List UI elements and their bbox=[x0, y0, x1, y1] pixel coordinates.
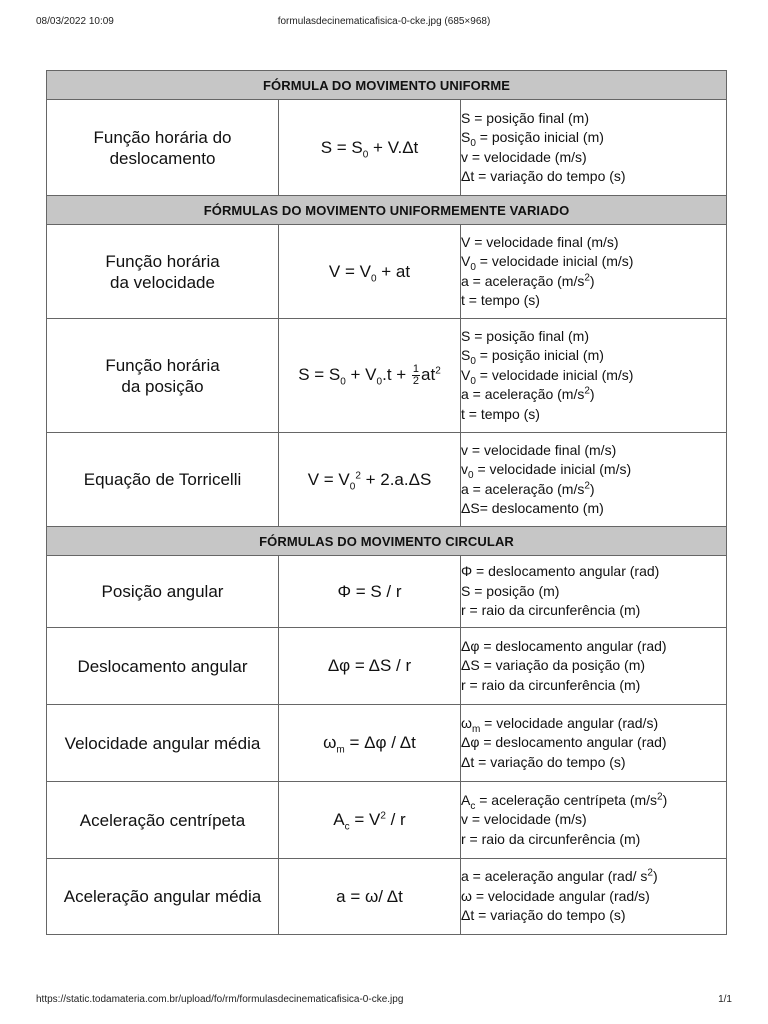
variable-line: Δφ = deslocamento angular (rad) bbox=[461, 734, 667, 751]
variable-line: V = velocidade final (m/s) bbox=[461, 233, 619, 250]
section-title: FÓRMULAS DO MOVIMENTO UNIFORMEMENTE VARIADO bbox=[47, 196, 727, 225]
variable-legend bbox=[461, 628, 727, 705]
formula-name: Função horária da posição bbox=[47, 319, 279, 433]
section-title: FÓRMULAS DO MOVIMENTO CIRCULAR bbox=[47, 527, 727, 556]
formula-name: Função horária da velocidade bbox=[47, 225, 279, 319]
variable-legend bbox=[461, 859, 727, 935]
table-row bbox=[47, 705, 727, 782]
variable-line: v = velocidade (m/s) bbox=[461, 811, 587, 828]
fraction-one-half: $\frac{1}{2}$ bbox=[412, 363, 420, 387]
variable-line: S = posição (m) bbox=[461, 582, 560, 599]
variable-legend bbox=[461, 556, 727, 628]
variable-line: $\omega_m$ = velocidade angular (rad/s) bbox=[461, 714, 659, 735]
section-title: FÓRMULA DO MOVIMENTO UNIFORME bbox=[47, 71, 727, 100]
variable-line: Φ = deslocamento angular (rad) bbox=[461, 563, 660, 580]
variable-line: $S_0$ = posição inicial (m) bbox=[461, 129, 604, 149]
kinematics-formula-table bbox=[46, 70, 727, 935]
section-header-varied bbox=[47, 196, 727, 225]
table-row bbox=[47, 628, 727, 705]
variable-line: a = aceleração $(m/s^2)$ bbox=[461, 479, 595, 497]
variable-line: t = tempo (s) bbox=[461, 292, 540, 308]
formula-expression: $\omega_m = \Delta\varphi / \Delta t$ bbox=[279, 705, 461, 782]
variable-line: a = aceleração $(m/s^2)$ bbox=[461, 385, 595, 403]
variable-legend bbox=[461, 100, 727, 196]
formula-expression: Δφ = ΔS / r bbox=[279, 628, 461, 705]
formula-expression: $S = S_0 + V_0.t$ + $\frac{1}{2}$ $at^2$ bbox=[279, 319, 461, 433]
formula-name: Equação de Torricelli bbox=[47, 433, 279, 527]
print-footer bbox=[36, 994, 732, 1008]
print-title: formulasdecinematicafisica-0-cke.jpg (685×968) bbox=[277, 16, 491, 27]
table-row bbox=[47, 556, 727, 628]
variable-line: r = raio da circunferência (m) bbox=[461, 676, 641, 693]
variable-line: Δt = variação do tempo (s) bbox=[461, 168, 626, 184]
variable-line: r = raio da circunferência (m) bbox=[461, 830, 641, 847]
variable-legend bbox=[461, 705, 727, 782]
section-header-uniform bbox=[47, 71, 727, 100]
print-date: 08/03/2022 10:09 bbox=[36, 16, 114, 27]
variable-legend bbox=[461, 319, 727, 433]
table-row bbox=[47, 225, 727, 319]
formula-expression: $V = V_0^2 + 2.a.\Delta S$ bbox=[279, 433, 461, 527]
variable-line: S = posição final (m) bbox=[461, 327, 589, 344]
formula-name: Aceleração angular média bbox=[47, 859, 279, 935]
variable-line: Δt = variação do tempo (s) bbox=[461, 907, 626, 924]
formula-name: Deslocamento angular bbox=[47, 628, 279, 705]
formula-expression: $V = V_0$ + at bbox=[279, 225, 461, 319]
formula-expression: Φ = S / r bbox=[279, 556, 461, 628]
variable-line: $S_0$ = posição inicial (m) bbox=[461, 347, 604, 368]
variable-legend bbox=[461, 433, 727, 527]
formula-name: Aceleração centrípeta bbox=[47, 782, 279, 859]
variable-line: $v_0$ = velocidade inicial (m/s) bbox=[461, 461, 632, 481]
variable-line: Δφ = deslocamento angular (rad) bbox=[461, 637, 667, 654]
source-url[interactable]: https://static.todamateria.com.br/upload/fo/rm/formulasdecinematicafisica-0-cke.jpg bbox=[36, 994, 404, 1005]
table-row bbox=[47, 859, 727, 935]
variable-line: ω = velocidade angular (rad/s) bbox=[461, 887, 650, 904]
variable-line: Δt = variação do tempo (s) bbox=[461, 753, 626, 770]
variable-line: S = posição final (m) bbox=[461, 109, 589, 126]
formula-name: Posição angular bbox=[47, 556, 279, 628]
variable-line: a = aceleração $(m/s^2)$ bbox=[461, 271, 595, 289]
table-row bbox=[47, 433, 727, 527]
section-header-circular bbox=[47, 527, 727, 556]
table-row bbox=[47, 100, 727, 196]
variable-line: ΔS= deslocamento (m) bbox=[461, 500, 604, 516]
variable-line: r = raio da circunferência (m) bbox=[461, 602, 641, 619]
variable-line: $V_0$ = velocidade inicial (m/s) bbox=[461, 253, 634, 273]
variable-legend bbox=[461, 225, 727, 319]
table-row bbox=[47, 782, 727, 859]
variable-line: t = tempo (s) bbox=[461, 405, 540, 422]
formula-name: Função horária do deslocamento bbox=[47, 100, 279, 196]
variable-line: $A_c$ = aceleração centrípeta $(m/s^2)$ bbox=[461, 791, 668, 812]
variable-line: v = velocidade final (m/s) bbox=[461, 441, 617, 458]
variable-line: ΔS = variação da posição (m) bbox=[461, 657, 646, 674]
print-header bbox=[36, 16, 732, 30]
variable-line: v = velocidade (m/s) bbox=[461, 148, 587, 165]
variable-line: a = aceleração angular (rad/ $s^2$) bbox=[461, 867, 658, 885]
variable-line: $V_0$ = velocidade inicial (m/s) bbox=[461, 366, 634, 387]
formula-expression: $S = S_0 + V.\Delta t$ bbox=[279, 100, 461, 196]
formula-expression: $A_c = V^2 / r$ bbox=[279, 782, 461, 859]
formula-name: Velocidade angular média bbox=[47, 705, 279, 782]
formula-expression: a = ω/ Δt bbox=[279, 859, 461, 935]
variable-legend bbox=[461, 782, 727, 859]
table-row bbox=[47, 319, 727, 433]
page-count: 1/1 bbox=[718, 994, 732, 1005]
